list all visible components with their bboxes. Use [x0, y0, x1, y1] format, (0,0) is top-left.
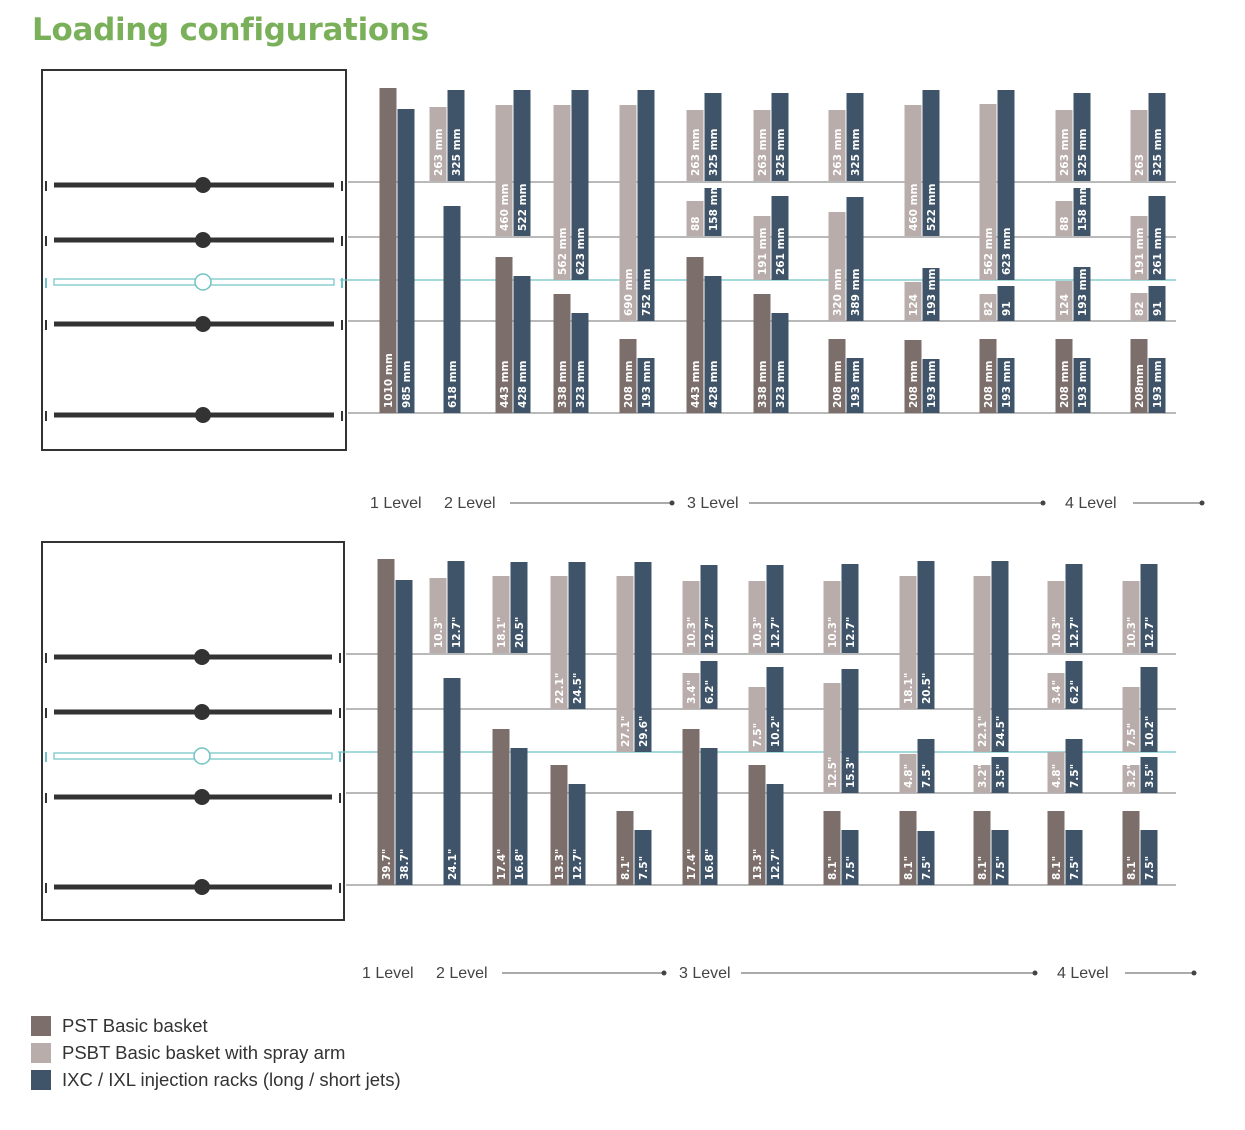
- bar-value-label: 18.1": [903, 672, 915, 704]
- bar-value-label: 3.4": [686, 679, 698, 704]
- bar-value-label: 22.1": [977, 715, 989, 747]
- bar-value-label: 3.5": [995, 763, 1007, 788]
- bar-value-label: 623 mm: [1001, 227, 1013, 275]
- bar-value-label: 10.3": [1051, 616, 1063, 648]
- bar-value-label: 263 mm: [690, 128, 702, 176]
- bar-group-12: [1131, 93, 1166, 413]
- bar-value-label: 7.5": [845, 855, 857, 880]
- bar-value-label: 12.5": [827, 756, 839, 788]
- bar-ixc: [396, 580, 413, 885]
- bar-value-label: 522 mm: [517, 183, 529, 231]
- bar-group-2: [430, 90, 465, 413]
- rail-bar: [54, 183, 334, 188]
- bar-value-label: 12.7": [572, 848, 584, 880]
- basket-rail-icon: [46, 316, 342, 332]
- bar-value-label: 460 mm: [908, 183, 920, 231]
- level-range-end-icon: [1200, 501, 1205, 506]
- spray-arm-hub-icon: [194, 704, 210, 720]
- bar-value-label: 22.1": [554, 672, 566, 704]
- basket-rail-icon: [46, 407, 342, 423]
- bar-value-label: 88: [690, 216, 702, 231]
- legend-label-pst: PST Basic basket: [62, 1014, 208, 1036]
- legend-swatch-psbt: [31, 1043, 51, 1063]
- bar-value-label: 6.2": [1069, 679, 1081, 704]
- bar-value-label: 7.5": [995, 855, 1007, 880]
- bar-value-label: 690 mm: [623, 268, 635, 316]
- bar-value-label: 985 mm: [401, 360, 413, 408]
- rail-bar: [54, 710, 332, 715]
- bar-group-9: [905, 90, 940, 413]
- level-label: 2 Level: [436, 965, 488, 982]
- bar-value-label: 263 mm: [832, 128, 844, 176]
- bar-value-label: 7.5": [752, 722, 764, 747]
- bar-value-label: 562 mm: [557, 227, 569, 275]
- bar-value-label: 12.7": [1144, 616, 1156, 648]
- rack-frame: [42, 70, 346, 450]
- bar-value-label: 4.8": [903, 763, 915, 788]
- bar-group-9: [900, 561, 935, 885]
- bar-value-label: 158 mm: [1077, 183, 1089, 231]
- spray-arm-hub-icon: [195, 232, 211, 248]
- bar-value-label: 193 mm: [1077, 360, 1089, 408]
- bar-value-label: 193 mm: [641, 360, 653, 408]
- bar-value-label: 24.5": [995, 715, 1007, 747]
- bar-value-label: 38.7": [399, 848, 411, 880]
- level-label: 1 Level: [362, 965, 414, 982]
- bar-value-label: 10.3": [752, 616, 764, 648]
- bar-value-label: 323 mm: [775, 360, 787, 408]
- bar-value-label: 1010 mm: [383, 353, 395, 408]
- bar-value-label: 562 mm: [983, 227, 995, 275]
- bar-value-label: 91: [1152, 301, 1164, 316]
- bar-group-2: [430, 561, 465, 885]
- chart-inch-svg: [0, 530, 1245, 1000]
- bar-value-label: 8.1": [620, 855, 632, 880]
- legend-swatch-ixc: [31, 1070, 51, 1090]
- level-range-end-icon: [1041, 501, 1046, 506]
- level-range-end-icon: [1033, 971, 1038, 976]
- bar-value-label: 263 mm: [757, 128, 769, 176]
- bar-value-label: 263: [1134, 154, 1146, 176]
- bar-value-label: 7.5": [638, 855, 650, 880]
- bar-value-label: 7.5": [1126, 722, 1138, 747]
- bar-value-label: 191 mm: [1134, 227, 1146, 275]
- bar-group-5: [617, 562, 652, 885]
- bar-value-label: 124: [1059, 294, 1071, 316]
- bar-value-label: 261 mm: [775, 227, 787, 275]
- rack-frame: [42, 542, 344, 920]
- loading-configurations-mm-chart: [0, 60, 1245, 530]
- spray-arm-hub-icon: [194, 879, 210, 895]
- legend-item-pst: [31, 1012, 401, 1039]
- bar-value-label: 443 mm: [690, 360, 702, 408]
- bar-value-label: 12.7": [845, 616, 857, 648]
- bar-value-label: 193 mm: [1077, 268, 1089, 316]
- bar-value-label: 428 mm: [517, 360, 529, 408]
- bar-value-label: 208 mm: [832, 360, 844, 408]
- chart-mm-svg: [0, 60, 1245, 530]
- rail-bar: [54, 322, 334, 327]
- spray-arm-hub-icon: [194, 789, 210, 805]
- bar-value-label: 208 mm: [983, 360, 995, 408]
- bar-value-label: 193 mm: [926, 268, 938, 316]
- bar-group-3: [496, 90, 531, 413]
- bar-pst: [378, 559, 395, 885]
- rail-bar: [54, 655, 332, 660]
- bar-value-label: 27.1": [620, 715, 632, 747]
- bar-value-label: 522 mm: [926, 183, 938, 231]
- level-label: 1 Level: [370, 495, 422, 512]
- legend-item-psbt: [31, 1039, 401, 1066]
- bar-value-label: 623 mm: [575, 227, 587, 275]
- rail-bar: [54, 753, 332, 759]
- rail-bar: [54, 885, 332, 890]
- basket-rail-icon: [46, 704, 340, 720]
- bar-value-label: 10.3": [1126, 616, 1138, 648]
- bar-value-label: 325 mm: [775, 128, 787, 176]
- bar-value-label: 208 mm: [908, 360, 920, 408]
- level-range-end-icon: [662, 971, 667, 976]
- bar-value-label: 8.1": [827, 855, 839, 880]
- bar-group-3: [493, 562, 528, 885]
- bar-value-label: 10.3": [433, 616, 445, 648]
- bar-value-label: 91: [1001, 301, 1013, 316]
- bar-group-11: [1048, 564, 1083, 885]
- level-label: 2 Level: [444, 495, 496, 512]
- bar-value-label: 8.1": [1126, 855, 1138, 880]
- bar-group-11: [1056, 93, 1091, 413]
- bar-value-label: 158 mm: [708, 183, 720, 231]
- basket-rail-icon: [46, 789, 340, 805]
- bar-value-label: 20.5": [921, 672, 933, 704]
- bar-value-label: 325 mm: [850, 128, 862, 176]
- spray-arm-hub-icon: [195, 407, 211, 423]
- loading-configurations-inch-chart: [0, 530, 1245, 1000]
- bar-value-label: 10.3": [827, 616, 839, 648]
- level-label: 4 Level: [1057, 965, 1109, 982]
- bar-group-10: [980, 90, 1015, 413]
- bar-value-label: 10.2": [1144, 715, 1156, 747]
- spray-arm-hub-icon: [195, 177, 211, 193]
- bar-value-label: 460 mm: [499, 183, 511, 231]
- bar-group-12: [1123, 564, 1158, 885]
- bar-group-1: [380, 88, 415, 413]
- bar-value-label: 325 mm: [708, 128, 720, 176]
- bar-value-label: 88: [1059, 216, 1071, 231]
- bar-value-label: 263 mm: [433, 128, 445, 176]
- bar-value-label: 12.7": [451, 616, 463, 648]
- bar-value-label: 320 mm: [832, 268, 844, 316]
- bar-value-label: 12.7": [770, 616, 782, 648]
- bar-value-label: 12.7": [704, 616, 716, 648]
- bar-value-label: 261 mm: [1152, 227, 1164, 275]
- bar-value-label: 4.8": [1051, 763, 1063, 788]
- rail-bar: [54, 279, 334, 285]
- bar-value-label: 338 mm: [757, 360, 769, 408]
- bar-value-label: 191 mm: [757, 227, 769, 275]
- level-label: 3 Level: [687, 495, 739, 512]
- page-title: Loading configurations: [32, 12, 429, 48]
- optional-rail-icon: [46, 274, 342, 290]
- legend-label-psbt: PSBT Basic basket with spray arm: [62, 1041, 346, 1063]
- bar-value-label: 193 mm: [926, 360, 938, 408]
- bar-value-label: 18.1": [496, 616, 508, 648]
- bar-value-label: 193 mm: [850, 360, 862, 408]
- bar-value-label: 193 mm: [1152, 360, 1164, 408]
- level-label: 4 Level: [1065, 495, 1117, 512]
- bar-value-label: 16.8": [704, 848, 716, 880]
- bar-value-label: 82: [983, 301, 995, 316]
- bar-value-label: 39.7": [381, 848, 393, 880]
- bar-group-7: [754, 93, 789, 413]
- bar-group-5: [620, 90, 655, 413]
- bar-value-label: 17.4": [496, 848, 508, 880]
- bar-value-label: 7.5": [921, 855, 933, 880]
- bar-value-label: 13.3": [752, 848, 764, 880]
- bar-value-label: 618 mm: [447, 360, 459, 408]
- spray-arm-hub-icon: [194, 649, 210, 665]
- bar-value-label: 13.3": [554, 848, 566, 880]
- bar-value-label: 443 mm: [499, 360, 511, 408]
- bar-value-label: 208mm: [1134, 364, 1146, 408]
- bar-value-label: 12.7": [1069, 616, 1081, 648]
- level-range-end-icon: [670, 501, 675, 506]
- bar-value-label: 323 mm: [575, 360, 587, 408]
- bar-value-label: 3.2": [977, 763, 989, 788]
- basket-rail-icon: [46, 232, 342, 248]
- bar-value-label: 3.2": [1126, 763, 1138, 788]
- bar-value-label: 24.5": [572, 672, 584, 704]
- basket-rail-icon: [46, 177, 342, 193]
- level-range-end-icon: [1192, 971, 1197, 976]
- bar-value-label: 16.8": [514, 848, 526, 880]
- bar-value-label: 208 mm: [623, 360, 635, 408]
- bar-group-4: [551, 562, 586, 885]
- basket-rail-icon: [46, 879, 340, 895]
- legend: [31, 1012, 401, 1093]
- bar-value-label: 7.5": [1069, 855, 1081, 880]
- level-label: 3 Level: [679, 965, 731, 982]
- bar-group-4: [554, 90, 589, 413]
- rail-bar: [54, 413, 334, 418]
- bar-value-label: 3.4": [1051, 679, 1063, 704]
- bar-value-label: 82: [1134, 301, 1146, 316]
- legend-item-ixc: [31, 1066, 401, 1093]
- bar-group-7: [749, 565, 784, 885]
- bar-value-label: 12.7": [770, 848, 782, 880]
- bar-value-label: 7.5": [1069, 763, 1081, 788]
- bar-value-label: 124: [908, 294, 920, 316]
- bar-value-label: 338 mm: [557, 360, 569, 408]
- rail-bar: [54, 795, 332, 800]
- bar-value-label: 325 mm: [1152, 128, 1164, 176]
- bar-value-label: 17.4": [686, 848, 698, 880]
- bar-value-label: 389 mm: [850, 268, 862, 316]
- bar-group-1: [378, 559, 413, 885]
- bar-value-label: 208 mm: [1059, 360, 1071, 408]
- bar-value-label: 6.2": [704, 679, 716, 704]
- bar-value-label: 263 mm: [1059, 128, 1071, 176]
- bar-value-label: 3.5": [1144, 763, 1156, 788]
- bar-group-6: [687, 93, 722, 413]
- basket-rail-icon: [46, 649, 340, 665]
- bar-value-label: 428 mm: [708, 360, 720, 408]
- bar-value-label: 7.5": [921, 763, 933, 788]
- bar-value-label: 8.1": [1051, 855, 1063, 880]
- spray-arm-hub-icon: [194, 748, 210, 764]
- bar-value-label: 24.1": [447, 848, 459, 880]
- optional-rail-icon: [46, 748, 340, 764]
- bar-group-8: [829, 93, 864, 413]
- bar-value-label: 29.6": [638, 715, 650, 747]
- bar-value-label: 752 mm: [641, 268, 653, 316]
- bar-value-label: 193 mm: [1001, 360, 1013, 408]
- spray-arm-hub-icon: [195, 316, 211, 332]
- bar-group-6: [683, 565, 718, 885]
- bar-value-label: 15.3": [845, 756, 857, 788]
- bar-value-label: 7.5": [1144, 855, 1156, 880]
- bar-value-label: 325 mm: [1077, 128, 1089, 176]
- bar-value-label: 10.2": [770, 715, 782, 747]
- legend-swatch-pst: [31, 1016, 51, 1036]
- bar-group-8: [824, 564, 859, 885]
- bar-value-label: 8.1": [977, 855, 989, 880]
- bar-value-label: 20.5": [514, 616, 526, 648]
- rail-bar: [54, 238, 334, 243]
- legend-label-ixc: IXC / IXL injection racks (long / short jets): [62, 1068, 401, 1090]
- bar-group-10: [974, 561, 1009, 885]
- spray-arm-hub-icon: [195, 274, 211, 290]
- bar-value-label: 325 mm: [451, 128, 463, 176]
- bar-value-label: 8.1": [903, 855, 915, 880]
- bar-value-label: 10.3": [686, 616, 698, 648]
